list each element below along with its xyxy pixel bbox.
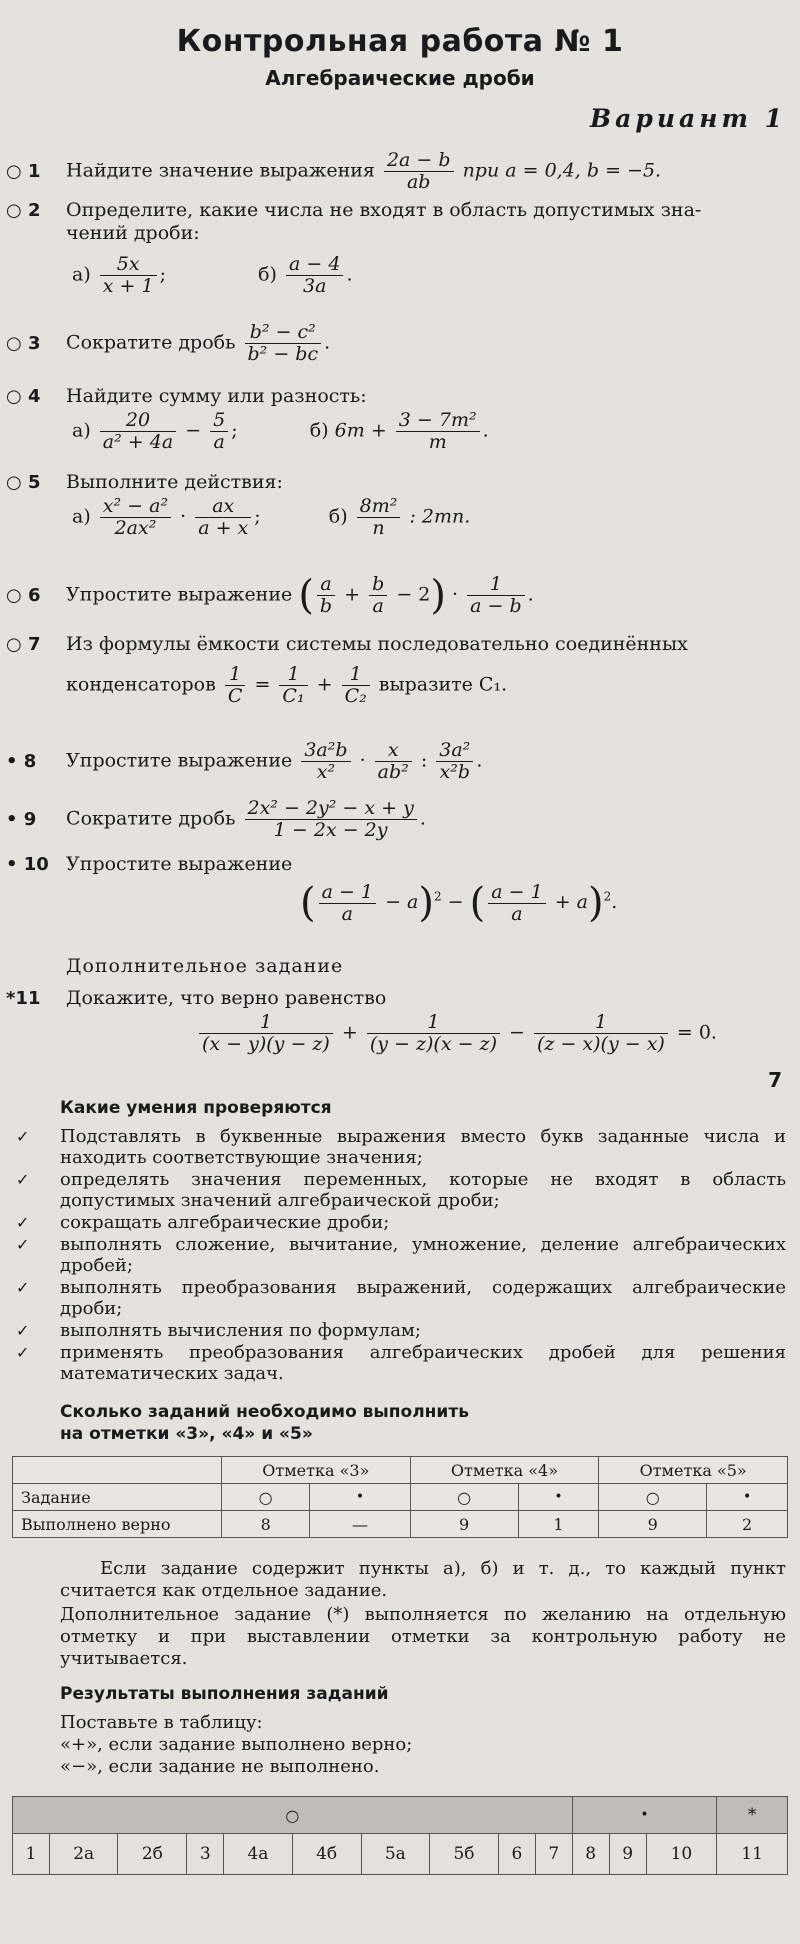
results-heading: Результаты выполнения заданий bbox=[60, 1684, 389, 1704]
result-cell: 5а bbox=[361, 1834, 430, 1875]
result-cell: 4б bbox=[292, 1834, 361, 1875]
task-tail: при a = 0,4, b = −5. bbox=[462, 159, 662, 182]
result-cell: 8 bbox=[572, 1834, 609, 1875]
fraction: $\frac{\text{3a²b}}{\text{x²}}$ bbox=[301, 740, 350, 783]
check-icon: ✓ bbox=[16, 1213, 30, 1232]
result-cell: 4а bbox=[224, 1834, 293, 1875]
skills-list bbox=[14, 1126, 786, 1385]
fraction: $\frac{a}{b}$ bbox=[317, 574, 335, 617]
result-cell: 2а bbox=[49, 1834, 118, 1875]
fraction: $\frac{1}{(x - y)(y - z)}$ bbox=[199, 1012, 333, 1055]
task-marker: ○ 2 bbox=[6, 200, 41, 221]
result-cell: 5б bbox=[430, 1834, 499, 1875]
fraction: $\frac{1}{a - b}$ bbox=[467, 574, 525, 617]
task-marker: ○ 5 bbox=[6, 472, 41, 493]
task-text: Выполните действия: bbox=[66, 471, 283, 493]
grades-heading-2: на отметки «3», «4» и «5» bbox=[60, 1424, 313, 1444]
skill-item: ✓ применять преобразования алгебраических дробей для решения математических задач. bbox=[16, 1342, 786, 1384]
result-cell: 2б bbox=[118, 1834, 187, 1875]
additional-heading: Дополнительное задание bbox=[66, 955, 344, 977]
check-icon: ✓ bbox=[16, 1127, 30, 1146]
table-row: Выполнено верно 8 — 9 1 9 2 bbox=[13, 1511, 788, 1538]
row-label: Задание bbox=[13, 1484, 222, 1511]
task-9: • 9 Сократите дробь $\frac{\text{2x² − 2y² − x + y}}{1 - 2x - 2y}$ . bbox=[6, 797, 426, 841]
task-text: Найдите значение выражения bbox=[66, 159, 375, 182]
task-marker: ○ 4 bbox=[6, 386, 41, 407]
result-cell: 6 bbox=[498, 1834, 535, 1875]
grade-col-5: Отметка «5» bbox=[599, 1457, 788, 1484]
note-paragraph-2: Дополнительное задание (*) выполняется по желанию на отдельную отметку и при выставлении отметки за контрольную работу не учитывается. bbox=[60, 1604, 786, 1669]
task-marker: ○ 3 bbox=[6, 332, 41, 354]
basic-level-marker: ○ bbox=[13, 1797, 573, 1834]
table-row: Задание ○ • ○ • ○ • bbox=[13, 1484, 788, 1511]
fraction: $\frac{a - 4}{3a}$ bbox=[286, 254, 343, 297]
task-2-line2: чений дроби: bbox=[66, 222, 200, 244]
grade-col-4: Отметка «4» bbox=[410, 1457, 599, 1484]
skill-item: ✓ определять значения переменных, которые не входят в область допустимых значений алгебраической дроби; bbox=[16, 1169, 786, 1211]
skill-item: ✓ сокращать алгебраические дроби; bbox=[16, 1212, 390, 1233]
skill-item: ✓ Подставлять в буквенные выражения вместо букв заданные числа и находить соответствующие значения; bbox=[16, 1126, 786, 1168]
task-11-equation: $\frac{1}{(x - y)(y - z)}$ + $\frac{1}{(y - z)(x - z)}$ − $\frac{1}{(z - x)(y - x)}$ = 0. bbox=[196, 1012, 717, 1055]
task-marker: ○ 6 bbox=[6, 584, 41, 606]
fraction: $\frac{5x}{x + 1}$ bbox=[100, 254, 157, 297]
task-2-parts: а) $\frac{5x}{x + 1}$ ; б) $\frac{a - 4}{3a}$ . bbox=[72, 253, 353, 297]
task-10-expression: ( $\frac{a - 1}{a}$ − a)$^2$ − ( $\frac{a - 1}{a}$ + a)$^2$. bbox=[300, 880, 618, 926]
fraction: $\frac{1}{(z - x)(y - x)}$ bbox=[534, 1012, 668, 1055]
results-table bbox=[12, 1796, 788, 1875]
skill-item: ✓ выполнять сложение, вычитание, умножение, деление алгебраических дробей; bbox=[16, 1234, 786, 1276]
row-label: Выполнено верно bbox=[13, 1511, 222, 1538]
fraction: $\frac{1}{C}$ bbox=[225, 664, 246, 707]
check-icon: ✓ bbox=[16, 1321, 30, 1340]
task-marker: ○ 1 bbox=[6, 160, 41, 182]
results-line-1: Поставьте в таблицу: bbox=[60, 1712, 263, 1733]
fraction: $\frac{\text{2x² − 2y² − x + y}}{1 - 2x - 2y}$ bbox=[245, 798, 417, 841]
result-cell: 3 bbox=[187, 1834, 224, 1875]
skill-item: ✓ выполнять вычисления по формулам; bbox=[16, 1320, 421, 1341]
page-subtitle: Алгебраические дроби bbox=[265, 66, 535, 90]
fraction: $\frac{\text{8m²}}{n}$ bbox=[357, 496, 401, 539]
fraction: $\frac{1}{(y - z)(x - z)}$ bbox=[367, 1012, 500, 1055]
task-marker: ○ 7 bbox=[6, 634, 41, 655]
task-text: Найдите сумму или разность: bbox=[66, 385, 367, 407]
note-paragraph-1: Если задание содержит пункты а), б) и т. д., то каждый пункт считается как отдельное задание. bbox=[60, 1558, 786, 1601]
task-text: Сократите дробь bbox=[66, 331, 236, 354]
check-icon: ✓ bbox=[16, 1343, 30, 1362]
variant-label: Вариант 1 bbox=[590, 104, 786, 133]
check-icon: ✓ bbox=[16, 1278, 30, 1297]
advanced-level-marker: • bbox=[572, 1797, 716, 1834]
fraction: $\frac{2a - b}{ab}$ bbox=[384, 150, 454, 193]
result-cell: 9 bbox=[609, 1834, 646, 1875]
check-icon: ✓ bbox=[16, 1170, 30, 1189]
fraction: $\frac{b}{a}$ bbox=[369, 574, 387, 617]
check-icon: ✓ bbox=[16, 1235, 30, 1254]
task-text: Докажите, что верно равенство bbox=[66, 987, 387, 1009]
task-5-parts: а) $\frac{\text{x² − a²}}{\text{2ax²}}$ · $\frac{ax}{a + x}$ ; б) $\frac{\text{8m²}}{n}$ : 2mn. bbox=[72, 495, 471, 539]
fraction: $\frac{\text{b² − c²}}{\text{b² − bc}}$ bbox=[245, 322, 322, 365]
task-text-line1: Определите, какие числа не входят в область допустимых зна- bbox=[66, 199, 702, 221]
task-5 bbox=[6, 470, 283, 495]
task-text: Упростите выражение bbox=[66, 749, 293, 772]
task-2 bbox=[6, 198, 701, 223]
grade-col-3: Отметка «3» bbox=[222, 1457, 411, 1484]
fraction: $\frac{1}{\text{C₁}}$ bbox=[279, 664, 307, 707]
task-8: • 8 Упростите выражение $\frac{\text{3a²b}}{\text{x²}}$ · $\frac{x}{\text{ab²}}$ : $\frac{\text{3a²}}{\text{x²b}}$ . bbox=[6, 739, 483, 783]
page-title: Контрольная работа № 1 bbox=[176, 24, 624, 59]
fraction: $\frac{x}{\text{ab²}}$ bbox=[375, 740, 412, 783]
page-number: 7 bbox=[768, 1068, 782, 1092]
result-cell: 10 bbox=[646, 1834, 717, 1875]
fraction: $\frac{ax}{a + x}$ bbox=[195, 496, 251, 539]
task-text: Сократите дробь bbox=[66, 807, 236, 830]
fraction: $\frac{a - 1}{a}$ bbox=[319, 882, 376, 925]
grades-heading-1: Сколько заданий необходимо выполнить bbox=[60, 1402, 469, 1422]
task-4 bbox=[6, 384, 367, 409]
task-7-line2: конденсаторов $\frac{1}{C}$ = $\frac{1}{\text{C₁}}$ + $\frac{1}{\text{C₂}}$ выразите C₁. bbox=[66, 663, 508, 707]
fraction: $\frac{5}{a}$ bbox=[210, 410, 228, 453]
task-4-parts: а) $\frac{20}{\text{a² + 4a}}$ − $\frac{5}{a}$ ; б) 6m + $\frac{\text{3 − 7m²}}{m}$ . bbox=[72, 409, 489, 453]
table-row bbox=[13, 1457, 788, 1484]
skills-heading: Какие умения проверяются bbox=[60, 1098, 332, 1118]
result-cell: 1 bbox=[13, 1834, 50, 1875]
grades-table bbox=[12, 1456, 788, 1538]
result-cell: 11 bbox=[717, 1834, 788, 1875]
task-6: ○ 6 Упростите выражение ( $\frac{a}{b}$ + $\frac{b}{a}$ − 2) · $\frac{1}{a - b}$ . bbox=[6, 572, 534, 619]
fraction: $\frac{\text{x² − a²}}{\text{2ax²}}$ bbox=[100, 496, 171, 539]
result-cell: 7 bbox=[535, 1834, 572, 1875]
task-marker: *11 bbox=[6, 988, 41, 1009]
results-line-3: «−», если задание не выполнено. bbox=[60, 1756, 380, 1777]
results-line-2: «+», если задание выполнено верно; bbox=[60, 1734, 413, 1755]
extra-task-marker: * bbox=[717, 1797, 788, 1834]
task-marker: • 8 bbox=[6, 750, 37, 772]
fraction: $\frac{a - 1}{a}$ bbox=[488, 882, 545, 925]
fraction: $\frac{1}{\text{C₂}}$ bbox=[342, 664, 370, 707]
task-marker: • 9 bbox=[6, 808, 37, 830]
task-10 bbox=[6, 852, 292, 877]
table-row bbox=[13, 1834, 788, 1875]
table-row bbox=[13, 1797, 788, 1834]
task-marker: • 10 bbox=[6, 854, 49, 875]
fraction: $\frac{\text{3a²}}{\text{x²b}}$ bbox=[436, 740, 473, 783]
task-text: Упростите выражение bbox=[66, 853, 293, 875]
task-text-line1: Из формулы ёмкости системы последовательно соединённых bbox=[66, 633, 688, 655]
task-11 bbox=[6, 986, 386, 1011]
task-3: ○ 3 Сократите дробь $\frac{\text{b² − c²}}{\text{b² − bc}}$ . bbox=[6, 321, 331, 365]
skill-item: ✓ выполнять преобразования выражений, содержащих алгебраические дроби; bbox=[16, 1277, 786, 1319]
fraction: $\frac{\text{3 − 7m²}}{m}$ bbox=[396, 410, 480, 453]
fraction: $\frac{20}{\text{a² + 4a}}$ bbox=[100, 410, 176, 453]
task-1 bbox=[6, 150, 661, 193]
task-7 bbox=[6, 632, 688, 657]
task-text: Упростите выражение bbox=[66, 583, 293, 606]
